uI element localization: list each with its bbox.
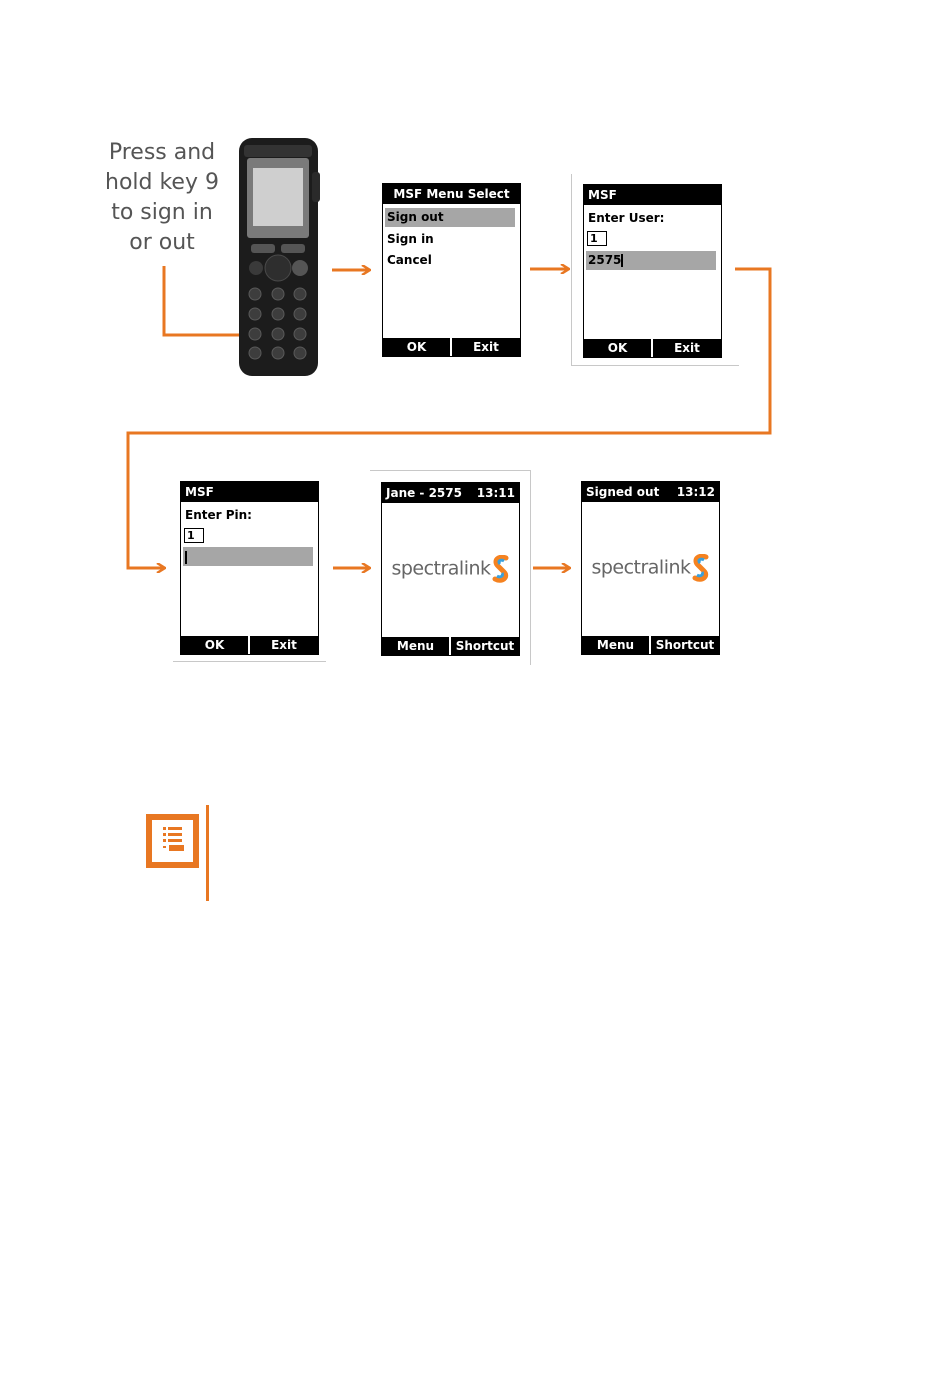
instruction-line: Press and xyxy=(108,140,216,165)
screen-enter-pin xyxy=(180,481,319,655)
clock: 13:11 xyxy=(476,486,515,500)
handset-image xyxy=(239,138,320,376)
screen-signed-out xyxy=(581,481,720,655)
spectralink-logo xyxy=(382,555,519,583)
pin-input[interactable] xyxy=(183,547,313,566)
instruction-line: hold key 9 xyxy=(105,170,219,195)
input-mode-indicator: 1 xyxy=(587,231,607,246)
menu-item-sign-out[interactable]: Sign out xyxy=(387,210,444,224)
user-status: Signed out xyxy=(586,485,660,499)
clock: 13:12 xyxy=(676,485,715,499)
status-bar xyxy=(582,482,719,502)
exit-softkey[interactable]: Exit xyxy=(653,339,721,357)
ok-softkey[interactable]: OK xyxy=(584,339,651,357)
screen-enter-user xyxy=(583,184,722,358)
menu-softkey[interactable]: Menu xyxy=(582,636,649,654)
text-cursor xyxy=(185,551,187,564)
user-input[interactable] xyxy=(588,253,623,267)
spectralink-swirl-icon xyxy=(492,555,510,583)
instruction-line: to sign in xyxy=(111,200,213,225)
screen-signed-in xyxy=(381,482,520,656)
screen-title: MSF xyxy=(181,482,318,502)
ok-softkey[interactable]: OK xyxy=(383,338,450,356)
logo-text: spectralink xyxy=(391,557,491,580)
menu-softkey[interactable]: Menu xyxy=(382,637,449,655)
screen-title: MSF xyxy=(584,185,721,205)
ok-softkey[interactable]: OK xyxy=(181,636,248,654)
status-bar xyxy=(382,483,519,503)
screen-title: MSF Menu Select xyxy=(383,184,520,204)
text-cursor xyxy=(621,254,623,267)
exit-softkey[interactable]: Exit xyxy=(250,636,318,654)
prompt-label: Enter Pin: xyxy=(185,508,252,522)
shortcut-softkey[interactable]: Shortcut xyxy=(651,636,719,654)
user-input-value: 2575 xyxy=(588,253,622,267)
input-mode-indicator: 1 xyxy=(184,528,204,543)
shortcut-softkey[interactable]: Shortcut xyxy=(451,637,519,655)
menu-item-sign-in[interactable]: Sign in xyxy=(387,232,434,246)
screen-menu-select xyxy=(382,183,521,357)
user-status: Jane - 2575 xyxy=(386,486,462,500)
exit-softkey[interactable]: Exit xyxy=(452,338,520,356)
spectralink-swirl-icon xyxy=(692,554,710,582)
text-cursor-wrap xyxy=(185,550,187,564)
prompt-label: Enter User: xyxy=(588,211,665,225)
instruction-line: or out xyxy=(129,230,195,255)
spectralink-logo xyxy=(582,554,719,582)
note-list-icon xyxy=(144,805,214,903)
logo-text: spectralink xyxy=(591,556,691,579)
menu-item-cancel[interactable]: Cancel xyxy=(387,253,432,267)
